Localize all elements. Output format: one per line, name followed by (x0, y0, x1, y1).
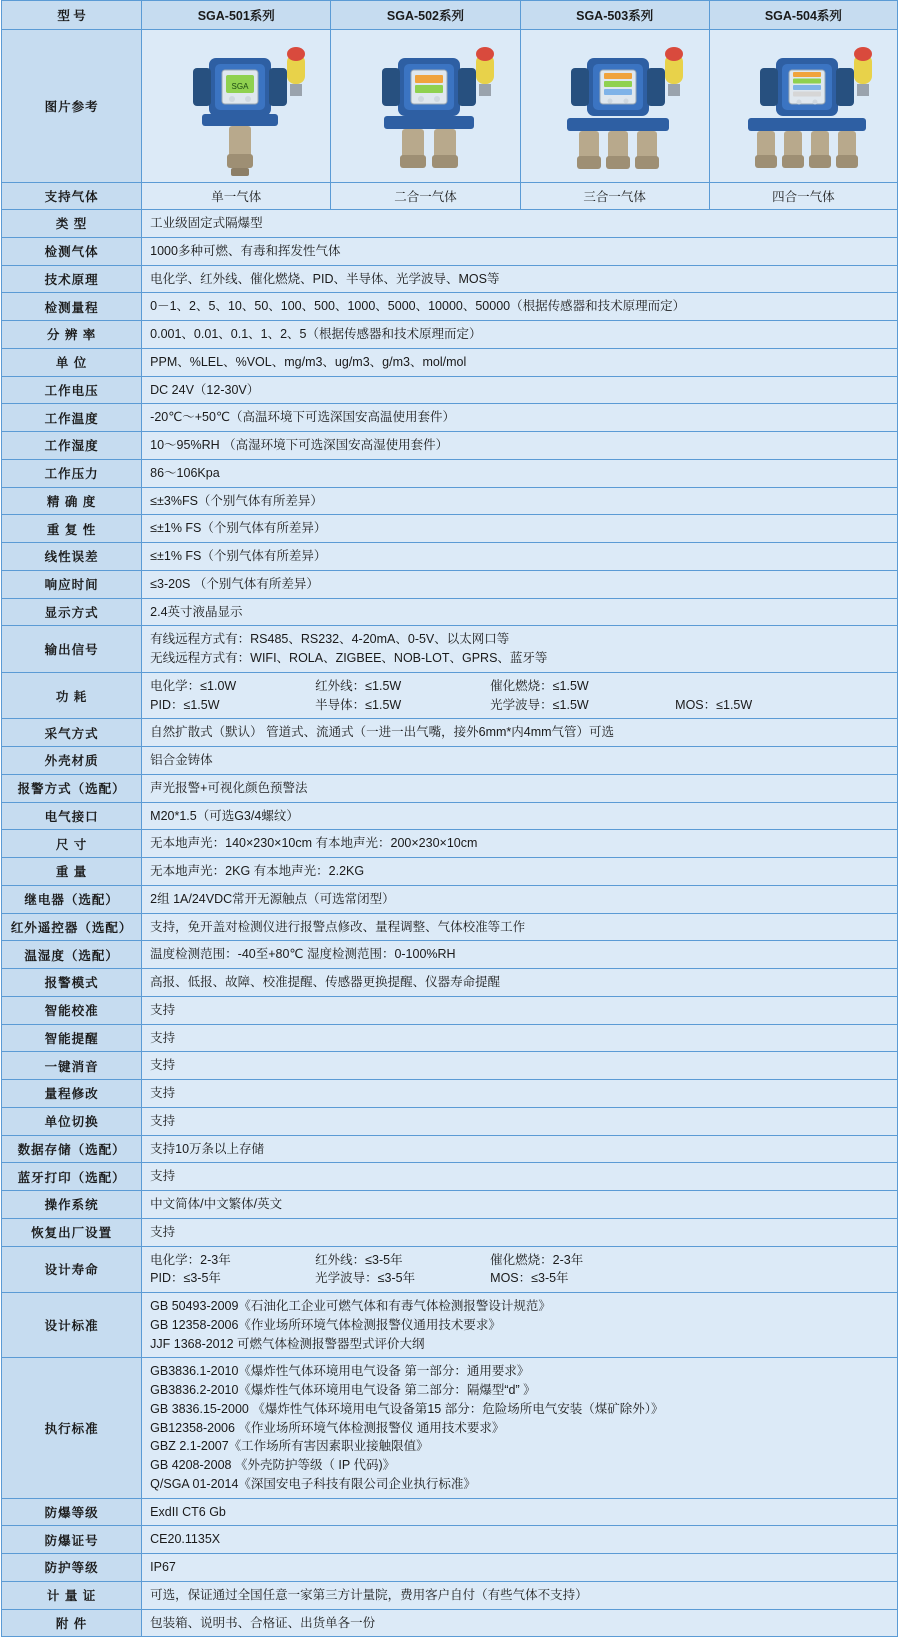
table-row (2, 459, 898, 487)
table-row (2, 1293, 898, 1358)
table-row (2, 432, 898, 460)
spec-label: 采气方式 (2, 719, 142, 747)
supported-gas-2: 二合一气体 (331, 183, 520, 210)
spec-value (142, 1107, 898, 1135)
spec-value-item: PID：≤1.5W (150, 697, 220, 712)
spec-value (142, 570, 898, 598)
spec-value (142, 1293, 898, 1358)
table-row (2, 885, 898, 913)
spec-label: 工作温度 (2, 404, 142, 432)
spec-value-line: 0.001、0.01、0.1、1、2、5（根据传感器和技术原理而定） (150, 327, 482, 341)
table-row (2, 487, 898, 515)
spec-value-line: 86～106Kpa (150, 465, 220, 480)
gas-detector-1-port-icon (149, 32, 324, 180)
table-row (2, 1358, 898, 1498)
table-row (2, 858, 898, 886)
spec-label: 技术原理 (2, 265, 142, 293)
table-row (2, 941, 898, 969)
spec-value-line: 无本地声光：2KG 有本地声光：2.2KG (150, 864, 365, 878)
spec-label: 恢复出厂设置 (2, 1218, 142, 1246)
table-row (2, 598, 898, 626)
table-row-supported-gas (2, 183, 898, 210)
spec-label: 电气接口 (2, 802, 142, 830)
spec-value-line: Q/SGA 01-2014《深国安电子科技有限公司企业执行标准》 (150, 1476, 476, 1491)
spec-label: 重 量 (2, 858, 142, 886)
spec-value-item: 电化学：2-3年 (150, 1252, 231, 1267)
spec-label: 防爆等级 (2, 1498, 142, 1526)
spec-label: 检测气体 (2, 237, 142, 265)
spec-label: 量程修改 (2, 1080, 142, 1108)
spec-value-line: 10～95%RH （高湿环境下可选深国安高湿使用套件） (150, 438, 449, 452)
spec-value-item: MOS：≤1.5W (675, 697, 753, 712)
model-name-2: SGA-502系列 (331, 1, 520, 30)
table-row (2, 348, 898, 376)
spec-value (142, 348, 898, 376)
model-label: 型 号 (2, 1, 142, 30)
table-row (2, 969, 898, 997)
spec-label: 防爆证号 (2, 1526, 142, 1554)
spec-value (142, 265, 898, 293)
spec-value (142, 598, 898, 626)
spec-value (142, 543, 898, 571)
spec-value-item: 光学波导：≤1.5W (490, 697, 589, 712)
spec-value-line: 支持 (150, 1002, 176, 1017)
spec-value (142, 774, 898, 802)
spec-value-line: ≤3-20S （个别气体有所差异） (150, 576, 319, 591)
table-row (2, 1107, 898, 1135)
spec-value-line: 支持 (150, 1224, 176, 1239)
spec-value-line: 有线远程方式有：RS485、RS232、4-20mA、0-5V、以太网口等 (150, 632, 510, 647)
spec-label: 设计寿命 (2, 1246, 142, 1293)
spec-value-line: ExdII CT6 Gb (150, 1504, 226, 1519)
spec-value (142, 885, 898, 913)
model-name-4: SGA-504系列 (709, 1, 897, 30)
spec-value (142, 1526, 898, 1554)
spec-value (142, 830, 898, 858)
spec-value-line: GBZ 2.1-2007《工作场所有害因素职业接触限值》 (150, 1439, 429, 1454)
spec-value (142, 237, 898, 265)
spec-label: 线性误差 (2, 543, 142, 571)
table-row (2, 913, 898, 941)
spec-value (142, 626, 898, 673)
spec-value-line: GB3836.2-2010《爆炸性气体环境用电气设备 第二部分：隔爆型“d” 》 (150, 1383, 536, 1397)
spec-value (142, 996, 898, 1024)
gas-detector-4-port-icon (716, 32, 891, 180)
spec-value-item: 催化燃烧：≤1.5W (490, 678, 589, 693)
spec-value-line: GB3836.1-2010《爆炸性气体环境用电气设备 第一部分：通用要求》 (150, 1364, 530, 1379)
spec-label: 输出信号 (2, 626, 142, 673)
table-row (2, 1135, 898, 1163)
table-row-model-header (2, 1, 898, 30)
spec-value-line: 2组 1A/24VDC常开无源触点（可选常闭型） (150, 891, 395, 906)
spec-value-line: GB 3836.15-2000 《爆炸性气体环境用电气设备第15 部分：危险场所电气安装（煤矿除外）》 (150, 1401, 664, 1416)
supported-gas-3: 三合一气体 (520, 183, 709, 210)
spec-label: 温湿度（选配） (2, 941, 142, 969)
spec-label: 智能提醒 (2, 1024, 142, 1052)
spec-value-line: 高报、低报、故障、校准提醒、传感器更换提醒、仪器寿命提醒 (150, 975, 501, 989)
spec-label: 防护等级 (2, 1554, 142, 1582)
table-row (2, 747, 898, 775)
spec-label: 检测量程 (2, 293, 142, 321)
spec-value-line: 支持 (150, 1058, 176, 1073)
spec-label: 操作系统 (2, 1191, 142, 1219)
table-row (2, 1218, 898, 1246)
spec-value-line: DC 24V（12-30V） (150, 382, 260, 397)
spec-label: 报警模式 (2, 969, 142, 997)
spec-value-line (150, 677, 889, 696)
spec-value-line: 包装箱、说明书、合格证、出货单各一份 (150, 1615, 376, 1630)
spec-label: 附 件 (2, 1609, 142, 1637)
table-row (2, 293, 898, 321)
table-row (2, 1024, 898, 1052)
spec-value (142, 1246, 898, 1293)
spec-value-line: 温度检测范围：-40至+80℃ 湿度检测范围：0-100%RH (150, 947, 456, 962)
spec-value-item: 红外线：≤3-5年 (315, 1252, 403, 1267)
spec-label: 工作压力 (2, 459, 142, 487)
table-row (2, 210, 898, 238)
spec-value-line: 电化学、红外线、催化燃烧、PID、半导体、光学波导、MOS等 (150, 271, 500, 286)
spec-value-line: 支持，免开盖对检测仪进行报警点修改、量程调整、气体校准等工作 (150, 919, 526, 934)
table-row (2, 543, 898, 571)
table-row (2, 265, 898, 293)
spec-value-item: 催化燃烧：2-3年 (490, 1252, 584, 1267)
spec-value-line: GB12358-2006 《作业场所环境气体检测报警仪 通用技术要求》 (150, 1420, 505, 1435)
product-image-4 (709, 30, 897, 183)
spec-value (142, 404, 898, 432)
table-row (2, 237, 898, 265)
spec-value (142, 1191, 898, 1219)
spec-value-line: 支持 (150, 1169, 176, 1184)
table-row (2, 774, 898, 802)
spec-label: 外壳材质 (2, 747, 142, 775)
spec-value (142, 515, 898, 543)
spec-value-item: PID：≤3-5年 (150, 1271, 221, 1286)
spec-value (142, 1163, 898, 1191)
table-row (2, 626, 898, 673)
spec-value (142, 1218, 898, 1246)
table-row (2, 321, 898, 349)
product-image-1 (142, 30, 331, 183)
spec-value (142, 858, 898, 886)
model-name-3: SGA-503系列 (520, 1, 709, 30)
table-row (2, 1498, 898, 1526)
spec-label: 工作电压 (2, 376, 142, 404)
spec-value-line: 无本地声光：140×230×10cm 有本地声光：200×230×10cm (150, 836, 478, 851)
gas-detector-2-port-icon (338, 32, 513, 180)
spec-value-line: ≤±1% FS（个别气体有所差异） (150, 521, 327, 536)
spec-label: 设计标准 (2, 1293, 142, 1358)
spec-value (142, 941, 898, 969)
spec-value (142, 747, 898, 775)
spec-value-line: 声光报警+可视化颜色预警法 (150, 780, 308, 795)
spec-label: 单位切换 (2, 1107, 142, 1135)
table-row (2, 376, 898, 404)
spec-value (142, 1554, 898, 1582)
table-row (2, 1526, 898, 1554)
spec-value (142, 432, 898, 460)
spec-value-line: ≤±3%FS（个别气体有所差异） (150, 493, 323, 508)
spec-value-item: MOS：≤3-5年 (490, 1271, 569, 1286)
spec-value (142, 802, 898, 830)
spec-value-line: GB 4208-2008 《外壳防护等级（ IP 代码)》 (150, 1458, 396, 1472)
spec-label: 蓝牙打印（选配） (2, 1163, 142, 1191)
spec-label: 工作湿度 (2, 432, 142, 460)
spec-value-line: 2.4英寸液晶显示 (150, 604, 243, 619)
spec-label: 执行标准 (2, 1358, 142, 1498)
spec-value-line: 支持 (150, 1113, 176, 1128)
table-row (2, 1246, 898, 1293)
spec-label: 数据存储（选配） (2, 1135, 142, 1163)
spec-value-line: 铝合金铸体 (150, 753, 213, 767)
spec-label: 类 型 (2, 210, 142, 238)
spec-label: 计 量 证 (2, 1581, 142, 1609)
spec-value-line: PPM、%LEL、%VOL、mg/m3、ug/m3、g/m3、mol/mol (150, 354, 467, 369)
table-row-images (2, 30, 898, 183)
spec-value (142, 719, 898, 747)
table-row (2, 830, 898, 858)
spec-value-line: GB 12358-2006《作业场所环境气体检测报警仪通用技术要求》 (150, 1317, 501, 1332)
spec-value-line: 可选，保证通过全国任意一家第三方计量院，费用客户自付（有些气体不支持） (150, 1587, 588, 1602)
spec-value-line: JJF 1368-2012 可燃气体检测报警器型式评价大纲 (150, 1336, 425, 1351)
table-row (2, 570, 898, 598)
spec-value (142, 210, 898, 238)
table-row (2, 996, 898, 1024)
spec-label: 一键消音 (2, 1052, 142, 1080)
image-row-label: 图片参考 (2, 30, 142, 183)
spec-value-line: 中文简体/中文繁体/英文 (150, 1197, 283, 1211)
spec-value-line: 支持 (150, 1030, 176, 1045)
spec-value-item: 电化学：≤1.0W (150, 678, 237, 693)
spec-value (142, 672, 898, 719)
table-row (2, 672, 898, 719)
table-row (2, 1191, 898, 1219)
spec-value-line: 支持10万条以上存储 (150, 1141, 265, 1156)
table-row (2, 719, 898, 747)
table-row (2, 1163, 898, 1191)
spec-value-line: M20*1.5（可选G3/4螺纹） (150, 808, 299, 823)
spec-value (142, 487, 898, 515)
spec-value-item: 光学波导：≤3-5年 (315, 1271, 416, 1286)
spec-value (142, 913, 898, 941)
spec-value-line (150, 696, 889, 715)
spec-label: 响应时间 (2, 570, 142, 598)
spec-value-line: 支持 (150, 1086, 176, 1100)
table-row (2, 1609, 898, 1637)
svg-text:SGA: SGA (231, 82, 249, 91)
spec-label: 红外遥控器（选配） (2, 913, 142, 941)
spec-label: 尺 寸 (2, 830, 142, 858)
table-row (2, 1080, 898, 1108)
spec-value (142, 1135, 898, 1163)
spec-label: 继电器（选配） (2, 885, 142, 913)
spec-value (142, 1024, 898, 1052)
spec-label: 显示方式 (2, 598, 142, 626)
spec-value (142, 321, 898, 349)
spec-value (142, 1609, 898, 1637)
spec-value (142, 1052, 898, 1080)
spec-label: 精 确 度 (2, 487, 142, 515)
model-name-1: SGA-501系列 (142, 1, 331, 30)
product-image-3 (520, 30, 709, 183)
spec-value (142, 1498, 898, 1526)
supported-gas-1: 单一气体 (142, 183, 331, 210)
spec-value-line (150, 1251, 889, 1270)
specification-table (1, 0, 898, 1637)
spec-rows-body (2, 210, 898, 1637)
spec-value (142, 293, 898, 321)
spec-value (142, 969, 898, 997)
spec-value (142, 376, 898, 404)
spec-value-line: 无线远程方式有：WIFI、ROLA、ZIGBEE、NOB-LOT、GPRS、蓝牙等 (150, 651, 548, 665)
spec-label: 智能校准 (2, 996, 142, 1024)
spec-value-line: ≤±1% FS（个别气体有所差异） (150, 549, 327, 563)
spec-value-line: IP67 (150, 1560, 176, 1574)
table-row (2, 802, 898, 830)
spec-value-line: 1000多种可燃、有毒和挥发性气体 (150, 243, 341, 258)
table-row (2, 1581, 898, 1609)
spec-value-line: -20℃～+50℃（高温环境下可选深国安高温使用套件） (150, 410, 456, 425)
table-row (2, 1554, 898, 1582)
table-row (2, 404, 898, 432)
table-row (2, 515, 898, 543)
supported-gas-label: 支持气体 (2, 183, 142, 210)
spec-value (142, 1080, 898, 1108)
spec-value-line: 工业级固定式隔爆型 (150, 216, 263, 230)
spec-value (142, 459, 898, 487)
spec-value-line (150, 1269, 889, 1288)
spec-value-item: 半导体：≤1.5W (315, 697, 402, 712)
spec-value-line: 0－1、2、5、10、50、100、500、1000、5000、10000、50000（根据传感器和技术原理而定） (150, 299, 686, 314)
spec-label: 报警方式（选配） (2, 774, 142, 802)
spec-label: 单 位 (2, 348, 142, 376)
spec-label: 分 辨 率 (2, 321, 142, 349)
spec-label: 重 复 性 (2, 515, 142, 543)
supported-gas-4: 四合一气体 (709, 183, 897, 210)
spec-value-item: 红外线：≤1.5W (315, 678, 402, 693)
spec-value-line: CE20.1135X (150, 1532, 221, 1547)
spec-label: 功 耗 (2, 672, 142, 719)
spec-value-line: GB 50493-2009《石油化工企业可燃气体和有毒气体检测报警设计规范》 (150, 1299, 551, 1313)
gas-detector-3-port-icon (527, 32, 702, 180)
table-row (2, 1052, 898, 1080)
spec-value-line: 自然扩散式（默认） 管道式、流通式（一进一出气嘴，接外6mm*内4mm气管）可选 (150, 725, 615, 740)
spec-value (142, 1581, 898, 1609)
product-image-2 (331, 30, 520, 183)
spec-value (142, 1358, 898, 1498)
